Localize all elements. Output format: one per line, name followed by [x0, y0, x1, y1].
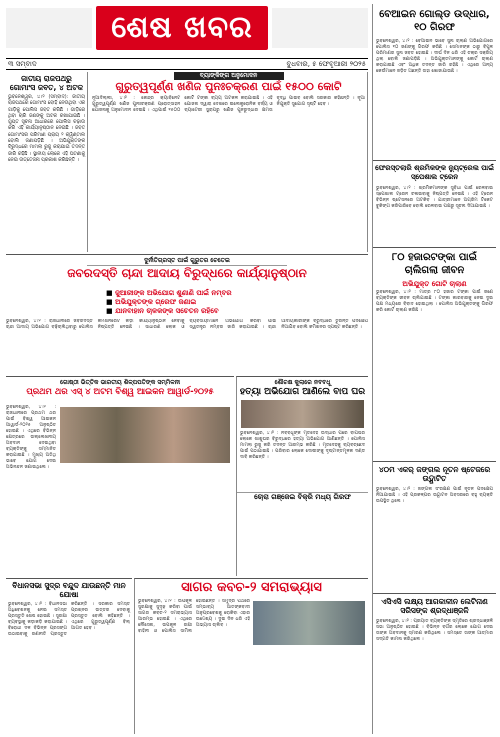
center-mid-body: ଭୁବନେଶ୍ୱର, ୪।୨ : ରାଜଧାନୀରେ ପ୍ରଥମ ଥର ପାଇଁ ବିଶ୍ୱ ଆଇକନ ଆୱାର୍ଡ-୨୦୨୫ ଅନୁଷ୍ଠିତ ହୋଇଛି । ଏଥିରେ ବିଭିନ୍ନ କ୍ଷେତ୍ରରେ ଉଲ୍ଲେଖନୀୟ ଅବଦାନ ଦେଇଥିବା ବ୍ୟକ୍ତିଙ୍କୁ ସମ୍ମାନିତ କରାଯାଇଛି । ମୁଖ୍ୟ ଅତିଥି ଭାବେ ଯୋଗ ଦେଇ ଅଭିନନ୍ଦନ ଜଣାଇଥିଲେ ।: [6, 405, 56, 470]
murder-headline: ହତ୍ୟା ଅଭିଯୋଗ ଆଣିଲେ ବାପ ଘର: [239, 387, 366, 397]
right-story3-body: ଭୁବନେଶ୍ୱର, ୪।୨ : ମାତ୍ର ୮୦ ହଜାର ଟଙ୍କା ପାଇଁ ଜଣେ ବ୍ୟକ୍ତିଙ୍କ ଜୀବନ ଚାଲିଯାଇଛି । ଟଙ୍କା କାରବାରକୁ ନେଇ ଦୁଇ ପକ୍ଷ ମଧ୍ୟରେ ବିବାଦ ହୋଇଥିଲା । ପୋଲିସ ଅଭିଯୁକ୍ତଙ୍କୁ ଗିରଫ କରି କୋର୍ଟ ଚାଲାଣ କରିଛି ।: [376, 290, 493, 313]
center-band-bullets: [106, 289, 286, 316]
right-story3-kicker: ଅଭିଯୁକ୍ତ ଗୋଟି ଚାଲାଣ: [402, 280, 467, 288]
right-story5-body: ଭୁବନେଶ୍ୱର, ୪।୨ : ପ୍ରୟାତ ବ୍ୟକ୍ତିଙ୍କ ସ୍ମୃତିରେ ଶ୍ରଦ୍ଧାଞ୍ଜଳି ସଭା ଅନୁଷ୍ଠିତ ହୋଇଛି । ବିଭିନ୍ନ ବର୍ଗର ଲୋକେ ଯୋଗ ଦେଇ ତାଙ୍କ ଅବଦାନକୁ ସ୍ମରଣ କରିଥିଲେ । ସମସ୍ତେ ତାଙ୍କ ଆତ୍ମାର ସଦ୍ଗତି କାମନା କରିଥିଲେ ।: [376, 619, 493, 642]
right-mid-body: ଭୁବନେଶ୍ୱର, ୪।୨ : ଶ୍ରମିକମାନଙ୍କ ସୁବିଧା ପାଇଁ ରେଳବାଇ ସ୍ପେଶାଲ ଟ୍ରେନ ଚଳାଇବାକୁ ନିଷ୍ପତ୍ତି ନେଇଛି । ଏହି ଟ୍ରେନ ବିଭିନ୍ନ ଷ୍ଟେସନରେ ଅଟକିବ । ଯାତ୍ରୀମାନେ ଅଗ୍ରିମ ଟିକେଟ ବୁକିଙ୍ଗ କରିପାରିବେ ବୋଲି ରେଳବାଇ ପକ୍ଷରୁ ସୂଚନା ଦିଆଯାଇଛି ।: [376, 186, 493, 209]
right-story4-body: ଭୁବନେଶ୍ୱର, ୪।୨ : ଜଙ୍ଗଲ ସଂରକ୍ଷଣ ପାଇଁ ନୂତନ ପଦକ୍ଷେପ ନିଆଯାଇଛି । ଏହି ପ୍ରକଳ୍ପର ଉଦ୍ଘାଟନ ଅବସରରେ ବହୁ ବ୍ୟକ୍ତି ଉପସ୍ଥିତ ଥିଲେ ।: [376, 487, 493, 504]
center-top-headline: ଗୁରୁତ୍ୱପୂର୍ଣ୍ଣ ଖଣିଜ ପୁନଃଚକ୍ରଣ ପାଇଁ ୧୫୦୦ କୋଟି: [115, 80, 342, 93]
bullet-3: ■ ଯାନବାହାନ ଚାଳକଙ୍କ ସଚେତନ ରହିବେ: [106, 307, 219, 315]
bullet-2: ■ ଅଭିଯୁକ୍ତଙ୍କ ଗ୍ରେଫ ଜଣାଇ: [106, 298, 197, 306]
bottom-center-story: [134, 578, 368, 734]
right-top-body: ଭୁବନେଶ୍ୱର, ୪।୨ : ବେଆଇନ ଭାବେ ସୁନା ଚାଲାଣ ଅଭିଯୋଗରେ ପୋଲିସ ୧୦ ଜଣଙ୍କୁ ଗିରଫ କରିଛି । ସେମାନଙ୍କ ଠାରୁ ବିପୁଳ ପରିମାଣର ସୁନା ଜବତ ହୋଇଛି । ଦୀର୍ଘ ଦିନ ଧରି ଏହି ଚକ୍ର ସକ୍ରିୟ ଥିଲା ବୋଲି ଜଣାପଡ଼ିଛି । ଅଭିଯୁକ୍ତମାନଙ୍କୁ କୋର୍ଟ ଚାଲାଣ କରାଯାଇଛି ଏବଂ ଅଧିକ ତଦନ୍ତ ଜାରି ରହିଛି । ଏଥିରେ ଅନ୍ୟ କେଉଁମାନେ ଜଡ଼ିତ ଅଛନ୍ତି ତାହା ଖୋଜାଯାଉଛି ।: [376, 39, 493, 74]
section-title: ଶେଷ ଖବର: [96, 6, 268, 50]
masthead-left-ad: [6, 8, 92, 48]
left-story-headline: ଜାତୀୟ ରାଜପଥରୁ ଗୋମାଂସ ଜବତ, ୪ ଅଟକ: [9, 74, 84, 92]
center-mid-body-2: [60, 467, 230, 575]
bottom-left-story: [6, 578, 132, 734]
murder-body: ଭୁବନେଶ୍ୱର, ୪।୨ : ନବବଧୂଙ୍କ ମୃତଦେହ ଉଦ୍ଧାର ପରେ ବାପଘର ଲୋକେ ଶାଶୁଘର ବିରୁଦ୍ଧରେ ହତ୍ୟା ଅଭିଯୋଗ ଆଣିଛନ୍ତି । ପୋଲିସ ମାମଲା ରୁଜୁ କରି ତଦନ୍ତ ଆରମ୍ଭ କରିଛି । ମୃତଦେହକୁ ବ୍ୟବଚ୍ଛେଦ ପାଇଁ ପଠାଯାଇଛି । ପରିବାର ଲୋକେ ଦୋଷୀଙ୍କୁ ଦୃଷ୍ଟାନ୍ତମୂଳକ ଦଣ୍ଡ ଦାବି କରିଛନ୍ତି ।: [240, 431, 365, 460]
bottom-left-body: ଭୁବନେଶ୍ୱର, ୪।୨ : ବିଧାନସଭା ଅଧିବେଶନକୁ ନେଇ ସମସ୍ତ ପ୍ରସ୍ତୁତି ଶେଷ ହୋଇଛି । ସୁରକ୍ଷା ବ୍ୟବସ୍ଥାକୁ କଡ଼ାକଡ଼ି କରାଯାଇଛି । ବିରୋଧୀ ଦଳ ବିଭିନ୍ନ ପ୍ରସଙ୍ଗ ଉଠାଇବାକୁ ରଣନୀତି ପ୍ରସ୍ତୁତ କରିଛନ୍ତି । ସରକାର ସମସ୍ତ ପ୍ରଶ୍ନର ଉତ୍ତର ଦେବାକୁ ପ୍ରସ୍ତୁତ ବୋଲି କହିଛନ୍ତି । ଏଥିରେ ଗୁରୁତ୍ୱପୂର୍ଣ୍ଣ ବିଲ୍ ଆଗତ ହେବ ।: [8, 602, 130, 637]
murder-photo: [241, 400, 364, 428]
center-mid-kicker: ଗୋଷ୍ଠୀ ଭିତ୍ତିକ ଭାରତୀୟ ଶିଳ୍ପପତିଙ୍କ ସମ୍ମିଳନୀ: [59, 379, 181, 386]
right-story3-headline: ୮୦ ହଜାରଟଙ୍କା ପାଇଁ ଚାଲିଗଲା ଜୀବନ: [392, 252, 477, 276]
masthead: [6, 4, 368, 58]
murder-kicker: ଶୌଚକ୍ଷ କୁଲାରେ ନବବଧୂ: [274, 379, 331, 386]
center-top-kicker: ବ୍ୟାଙ୍କିଙ୍ଗ ଅନୁମୋଦନ: [174, 72, 284, 80]
page-number: ୩ ସମ୍ବାଦ: [8, 60, 37, 68]
center-band-kicker: ଦୁର୍ନୀତିଗ୍ରସ୍ତ ପାଇଁ ଗୁରୁତର ଚେତେଇ: [87, 257, 287, 266]
bottom-center-headline: ସାଗର କବଚ-୨ ସମରାଭ୍ୟାସ: [181, 580, 322, 595]
masthead-right-ad: [272, 8, 368, 48]
center-mid-story: [6, 376, 234, 576]
right-story5-headline: ଏସିଏସି ଲକ୍ଷ୍ୟ ଆଗକାଳୀନ ଲେଟିନାଣ ସରିସଙ୍କ ଶ୍ରଦ୍ଧାଞ୍ଜଳି: [381, 597, 488, 615]
murder-story: [236, 376, 368, 576]
murder-body-2: [237, 502, 368, 554]
center-top-story: [90, 72, 368, 252]
center-band-story: [6, 254, 368, 374]
right-top-headline: ବେଆଇନ ଗୋଲ୍ଡ ଉଦ୍ଧାର, ୧୦ ଗିରଫ: [379, 9, 490, 33]
center-band-body: ଭୁବନେଶ୍ୱର, ୪।୨ : ରାଜଧାନୀରେ ଜବରଦସ୍ତି ଚାନ୍ଦା ଆଦାୟ ଅଭିଯୋଗ ବଢ଼ିଚାଲିଥିବାରୁ ପୋଲିସ କମିଶନରେଟ କଡ଼ା କାର୍ଯ୍ୟାନୁଷ୍ଠାନ ନେବାକୁ ନିଷ୍ପତ୍ତି ନେଇଛି । ସାଧାରଣ ଲୋକ ଓ ବ୍ୟବସାୟୀମାନେ ଅଭିଯୋଗ କରିବା ପାଇଁ ସ୍ୱତନ୍ତ୍ର ନମ୍ବର ଜାରି କରାଯାଇଛି । ଚାନ୍ଦା ଆଦାୟକାରୀଙ୍କ ବିରୁଦ୍ଧରେ ତୁରନ୍ତ ପଦକ୍ଷେପ ନିଆଯିବ ବୋଲି କମିଶନର ସ୍ପଷ୍ଟ କରିଛନ୍ତି ।: [6, 319, 368, 330]
right-mid-headline: ଫେରସ୍ତଲାରି ଶ୍ରମିକଙ୍କ ନ୍ୟୁଟ୍ରେଲ ପାଇଁ ସ୍ପେଶାଲ ଟ୍ରେନ: [375, 164, 494, 181]
center-mid-headline: ପ୍ରଥମ ଥର ଏସ୍ ୪ ଅଟମ ବିଶ୍ୱ ଆଇକନ ଆୱାର୍ଡ-୨୦୨୫: [26, 387, 214, 397]
right-column: [372, 4, 496, 734]
award-photo: [60, 407, 230, 463]
left-story-body: ଭୁବନେଶ୍ୱର, ୪।୨ (ସମ୍ବାଦ): ଜାତୀୟ ରାଜପଥରେ ଗୋମାଂସ ବୋହି ନେଉଥିବା ଏକ ଗାଡ଼ିକୁ ପୋଲିସ ଜବତ କରିଛି । ଗାଡ଼ିରେ ଥିବା ଚାରି ଜଣଙ୍କୁ ଅଟକ ରଖାଯାଇଛି । ଗୁପ୍ତ ସୂଚନା ଆଧାରରେ ପୋଲିସ ଚଢ଼ାଉ କରି ଏହି କାର୍ଯ୍ୟାନୁଷ୍ଠାନ ନେଇଛି । ଜବତ ଗୋମାଂସର ପରିମାଣ ପ୍ରାୟ ୨ କ୍ୱିଣ୍ଟାଲ ବୋଲି ଜଣାପଡ଼ିଛି । ଅଭିଯୁକ୍ତଙ୍କ ବିରୁଦ୍ଧରେ ମାମଲା ରୁଜୁ କରାଯାଇ ତଦନ୍ତ ଜାରି ରହିଛି । ସ୍ଥାନୀୟ ଲୋକେ ଏହି ଘଟଣାକୁ ନେଇ ଉତ୍ତେଜନା ପ୍ରକାଶ କରିଛନ୍ତି ।: [8, 95, 85, 163]
dateline: [6, 58, 368, 70]
bottom-center-body: ଭୁବନେଶ୍ୱର, ୪।୨ : ଉପକୂଳ ସୁରକ୍ଷାକୁ ସୁଦୃଢ଼ କରିବା ପାଇଁ ସାଗର କବଚ-୨ ସମରାଭ୍ୟାସ ଆରମ୍ଭ ହୋଇଛି । ଏଥିରେ ନୌସେନା, ଉପକୂଳ ରକ୍ଷୀ ବାହିନୀ ଓ ପୋଲିସ ସାମିଲ ହୋଇଛନ୍ତି । ସମୁଦ୍ର ପଥରେ ସମ୍ଭାବ୍ୟ ଆତଙ୍କବାଦୀ ଅନୁପ୍ରବେଶକୁ ରୋକିବା ଏହାର ଉଦ୍ଦେଶ୍ୟ । ଦୁଇ ଦିନ ଧରି ଏହି ଅଭ୍ୟାସ ଚାଲିବ ।: [138, 599, 250, 634]
right-story4-headline: ୪୦ମ ଏକର୍ ଜଙ୍ଗଲ ନୂତନ ଷ୍ଟେଜରେ ଉଦ୍ଘାଟିତ: [378, 465, 491, 483]
publication-date: ବୁଧବାର, ୫ ଫେବୃଆରୀ ୨୦୨୫: [286, 60, 366, 68]
left-column-story: [6, 72, 88, 252]
bullet-1: ■ ଜୁଆରୀଙ୍କ ଅଭିଯୋଗ ଶୁଣାଣି ପାଇଁ ନମ୍ବର: [106, 289, 232, 297]
murder-sub: ଚୋରା ଗଞ୍ଜେଇ ବିକ୍ରି ମଧ୍ୟ ଗିରଫ: [237, 492, 368, 502]
center-band-headline: ଜବରଦସ୍ତି ଚାନ୍ଦା ଆଦାୟ ବିରୁଦ୍ଧରେ କାର୍ଯ୍ୟାନୁଷ୍ଠାନ: [67, 266, 307, 280]
center-top-body: ନୂଆଦିଲ୍ଲୀ, ୪।୨ : କେନ୍ଦ୍ର କ୍ୟାବିନେଟ ଗୁରୁତ୍ୱପୂର୍ଣ୍ଣ ଖଣିଜ ପୁନଃଚକ୍ରଣ ପ୍ରୋତ୍ସାହନ ଯୋଜନାକୁ ଅନୁମୋଦନ ଦେଇଛି । ଏଥିପାଇଁ ୧୫୦୦ କୋଟି ଟଙ୍କା ବ୍ୟୟ ଅଟକଳ କରାଯାଇଛି । ଏହି ଯୋଜନା ଦ୍ୱାରା ଦେଶରେ ଇଲେକ୍ଟ୍ରୋନିକ ବର୍ଜ୍ୟ ଓ ବ୍ୟାଟେରୀ ସ୍କ୍ରାପରୁ ଖଣିଜ ପୁନରୁଦ୍ଧାର କ୍ଷମତା ବୃଦ୍ଧି ପାଇବ ବୋଲି ସରକାର କହିଛନ୍ତି । ନୂଆ ନିଯୁକ୍ତି ସୁଯୋଗ ସୃଷ୍ଟି ହେବ ।: [92, 96, 365, 114]
bottom-left-headline: ବିଧାନସଭା ସୁଦ୍ର ବନ୍ଦୁଦ ଯାଉଛନ୍ତି ମାନ ଯୋଷା: [12, 581, 126, 599]
naval-exercise-photo: [253, 601, 365, 645]
bottom-center-body-2: [253, 649, 365, 733]
